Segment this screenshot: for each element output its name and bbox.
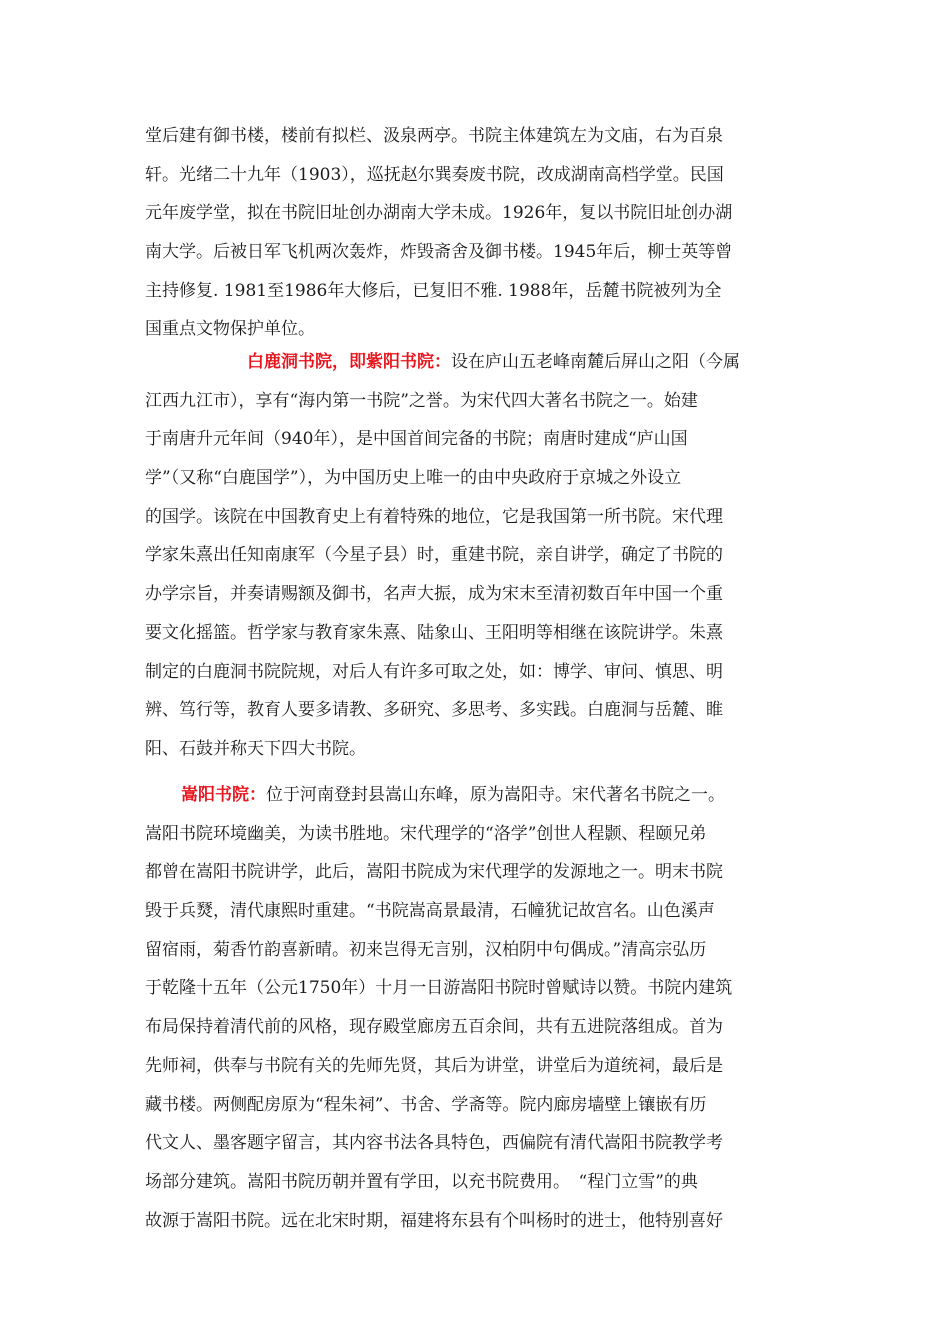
text-line — [145, 343, 805, 382]
text-line: 场部分建筑。嵩阳书院历朝并置有学田，以充书院费用。 “程门立雪”的典 — [145, 1171, 698, 1192]
section-heading-bailudong: 白鹿洞书院，即紫阳书院： — [247, 352, 451, 372]
text-line: 学”（又称“白鹿国学”），为中国历史上唯一的由中央政府于京城之外设立 — [145, 468, 682, 489]
paragraph-bailudong — [145, 343, 805, 769]
text-line: 的国学。该院在中国教育史上有着特殊的地位，它是我国第一所书院。宋代理 — [145, 506, 723, 527]
text-line — [145, 776, 805, 815]
text-line: 毁于兵燹，清代康熙时重建。“书院嵩高景最清，石幢犹记故宫名。山色溪声 — [145, 901, 715, 922]
text-run: 位于河南登封县嵩山东峰，原为嵩阳寺。宋代著名书院之一。 — [266, 785, 725, 805]
text-line: 先师祠，供奉与书院有关的先师先贤，其后为讲堂，讲堂后为道统祠，最后是 — [145, 1055, 723, 1076]
text-line: 学家朱熹出任知南康军（今星子县）时，重建书院，亲自讲学，确定了书院的 — [145, 545, 723, 566]
text-line: 嵩阳书院环境幽美，为读书胜地。宋代理学的“洛学”创世人程颢、程颐兄弟 — [145, 823, 707, 844]
text-line: 堂后建有御书楼，楼前有拟栏、汲泉两亭。书院主体建筑左为文庙，右为百泉 — [145, 126, 723, 146]
text-line: 轩。光绪二十九年（1903），巡抚赵尔巽奏废书院，改成湖南高档学堂。民国 — [145, 164, 724, 185]
text-line: 于南唐升元年间（940年），是中国首间完备的书院；南唐时建成“庐山国 — [145, 429, 688, 450]
text-run: 设在庐山五老峰南麓后屏山之阳（今属 — [451, 352, 740, 372]
paragraph-yuelu-continued — [145, 117, 805, 349]
text-line: 元年废学堂，拟在书院旧址创办湖南大学未成。1926年，复以书院旧址创办湖 — [145, 203, 733, 224]
text-line: 留宿雨，菊香竹韵喜新晴。初来岂得无言别，汉柏阴中句偶成。”清高宗弘历 — [145, 939, 707, 960]
text-line: 制定的白鹿洞书院院规，对后人有许多可取之处，如：博学、审问、慎思、明 — [145, 661, 723, 682]
text-line: 都曾在嵩阳书院讲学，此后，嵩阳书院成为宋代理学的发源地之一。明末书院 — [145, 862, 723, 883]
text-line: 代文人、墨客题字留言，其内容书法各具特色，西偏院有清代嵩阳书院教学考 — [145, 1133, 723, 1154]
text-line: 主持修复. 1981至1986年大修后，已复旧不雅. 1988年，岳麓书院被列为全 — [145, 280, 722, 301]
text-line: 布局保持着清代前的风格，现存殿堂廊房五百余间，共有五进院落组成。首为 — [145, 1017, 723, 1038]
text-line: 藏书楼。两侧配房原为“程朱祠”、书舍、学斋等。院内廊房墙壁上镶嵌有历 — [145, 1094, 707, 1115]
text-line: 南大学。后被日军飞机两次轰炸，炸毁斋舍及御书楼。1945年后，柳士英等曾 — [145, 242, 733, 263]
paragraph-songyang — [145, 776, 805, 1240]
text-line: 江西九江市），享有“海内第一书院”之誉。为宋代四大著名书院之一。始建 — [145, 390, 698, 411]
text-line: 要文化摇篮。哲学家与教育家朱熹、陆象山、王阳明等相继在该院讲学。朱熹 — [145, 622, 723, 643]
text-line: 国重点文物保护单位。 — [145, 319, 315, 340]
text-line: 辨、笃行等，教育人要多请教、多研究、多思考、多实践。白鹿洞与岳麓、睢 — [145, 700, 723, 721]
text-line: 办学宗旨，并奏请赐额及御书，名声大振，成为宋末至清初数百年中国一个重 — [145, 584, 723, 605]
section-heading-songyang: 嵩阳书院： — [181, 785, 266, 805]
text-line: 阳、石鼓并称天下四大书院。 — [145, 738, 366, 759]
text-line: 于乾隆十五年（公元1750年）十月一日游嵩阳书院时曾赋诗以赞。书院内建筑 — [145, 978, 733, 999]
text-line: 故源于嵩阳书院。远在北宋时期，福建将东县有个叫杨时的进士，他特别喜好 — [145, 1210, 723, 1231]
